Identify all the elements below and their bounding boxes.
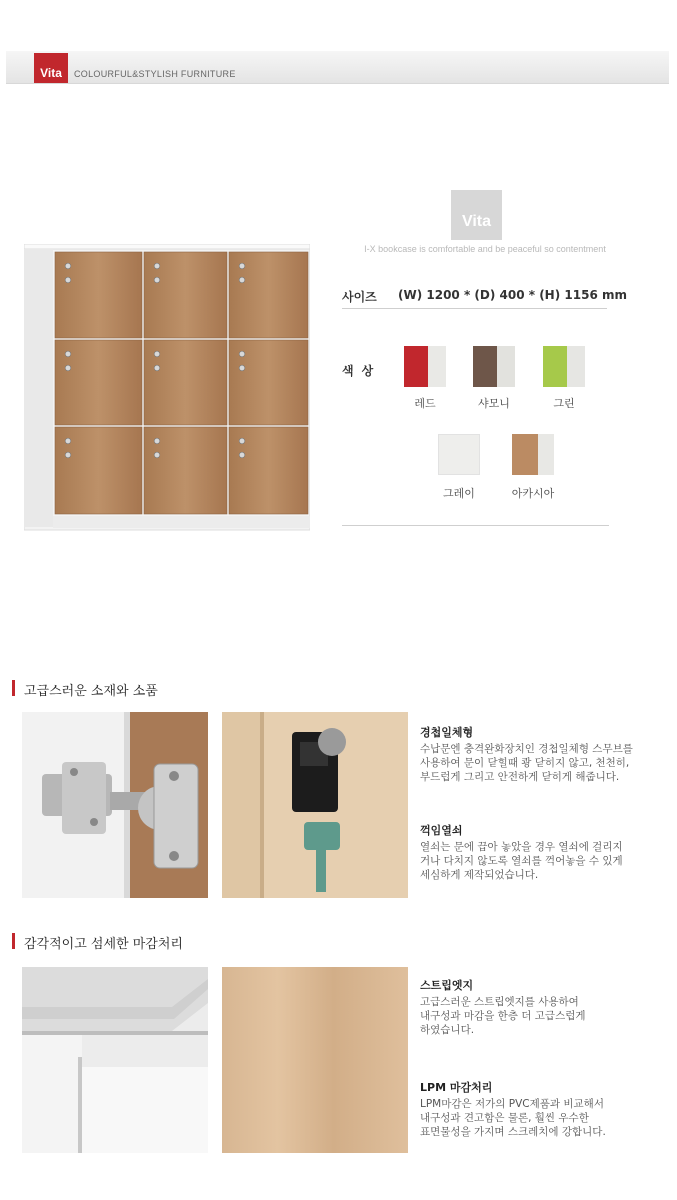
- swatch-label-acacia: 아카시아: [511, 487, 555, 500]
- photo-hinge: [22, 712, 208, 898]
- brand-logo: Vita: [34, 53, 68, 83]
- lock-knob: [239, 351, 245, 357]
- swatch-label-green: 그린: [553, 397, 575, 410]
- swatch-acacia[interactable]: [512, 434, 554, 475]
- product-image-cabinet: [24, 244, 310, 532]
- desc-line: 사용하여 문이 닫힐때 쾅 닫히지 않고, 천천히,: [420, 757, 630, 769]
- size-value: (W) 1200 * (D) 400 * (H) 1156 mm: [398, 288, 627, 302]
- watermark-logo: Vita: [451, 190, 502, 240]
- swatch-label-gray: 그레이: [443, 487, 475, 500]
- desc-line: 하였습니다.: [420, 1024, 475, 1036]
- lock-knob: [65, 351, 71, 357]
- lock-knob: [239, 277, 245, 283]
- feature-desc-hinge: [420, 742, 660, 784]
- lock-knob: [65, 438, 71, 444]
- desc-line: 표면물성을 가지며 스크레치에 강합니다.: [420, 1126, 606, 1138]
- lock-knob: [65, 263, 71, 269]
- brand-tagline: COLOURFUL&STYLISH FURNITURE: [74, 69, 236, 79]
- desc-line: LPM마감은 저가의 PVC제품과 비교해서: [420, 1098, 604, 1110]
- desc-line: 내구성과 견고함은 물론, 훨씬 우수한: [420, 1112, 589, 1124]
- lock-knob: [154, 452, 160, 458]
- swatch-label-red: 레드: [414, 397, 436, 410]
- photo-key-lock: [222, 712, 408, 898]
- feature-desc-lpm: [420, 1097, 660, 1139]
- desc-line: 세심하게 제작되었습니다.: [420, 869, 539, 881]
- feature-desc-key: [420, 840, 660, 882]
- swatch-red[interactable]: [404, 346, 446, 387]
- photo-strip-edge: [22, 967, 208, 1153]
- lock-knob: [154, 438, 160, 444]
- watermark-slogan: I-X bookcase is comfortable and be peaceful so contentment: [364, 244, 606, 254]
- color-label: 색상: [342, 364, 382, 378]
- desc-line: 내구성과 마감을 한층 더 고급스럽게: [420, 1010, 586, 1022]
- section-title-materials: 고급스러운 소재와 소품: [24, 684, 158, 699]
- section-title-finishing: 감각적이고 섬세한 마감처리: [24, 937, 183, 952]
- size-label: 사이즈: [342, 290, 377, 304]
- desc-line: 거나 다치지 않도록 열쇠를 꺽어놓을 수 있게: [420, 855, 623, 867]
- desc-line: 수납문엔 충격완화장치인 경첩일체형 스무브를: [420, 743, 633, 755]
- feature-title-key: 꺽임열쇠: [420, 824, 463, 837]
- feature-desc-strip-edge: [420, 995, 660, 1037]
- desc-line: 열쇠는 문에 끕아 놓았을 경우 열쇠에 걸리지: [420, 841, 623, 853]
- lock-knob: [65, 277, 71, 283]
- lock-knob: [65, 365, 71, 371]
- swatch-label-chamonix: 샤모니: [478, 397, 510, 410]
- divider: [342, 308, 607, 309]
- lock-knob: [154, 263, 160, 269]
- photo-lpm-texture: [222, 967, 408, 1153]
- feature-title-strip-edge: 스트립엣지: [420, 979, 474, 992]
- desc-line: 고급스러운 스트립엣지를 사용하여: [420, 996, 579, 1008]
- swatch-gray[interactable]: [438, 434, 480, 475]
- lock-knob: [239, 438, 245, 444]
- lock-knob: [154, 365, 160, 371]
- header-bar: [6, 51, 669, 84]
- lock-knob: [154, 277, 160, 283]
- swatch-chamonix[interactable]: [473, 346, 515, 387]
- desc-line: 부드럽게 그리고 안전하게 닫히게 해줍니다.: [420, 771, 620, 783]
- feature-title-hinge: 경첩일체형: [420, 726, 474, 739]
- swatch-green[interactable]: [543, 346, 585, 387]
- section-marker: [12, 933, 15, 949]
- divider: [342, 525, 609, 526]
- lock-knob: [154, 351, 160, 357]
- lock-knob: [65, 452, 71, 458]
- lock-knob: [239, 452, 245, 458]
- lock-knob: [239, 263, 245, 269]
- feature-title-lpm: LPM 마감처리: [420, 1081, 493, 1094]
- section-marker: [12, 680, 15, 696]
- lock-knob: [239, 365, 245, 371]
